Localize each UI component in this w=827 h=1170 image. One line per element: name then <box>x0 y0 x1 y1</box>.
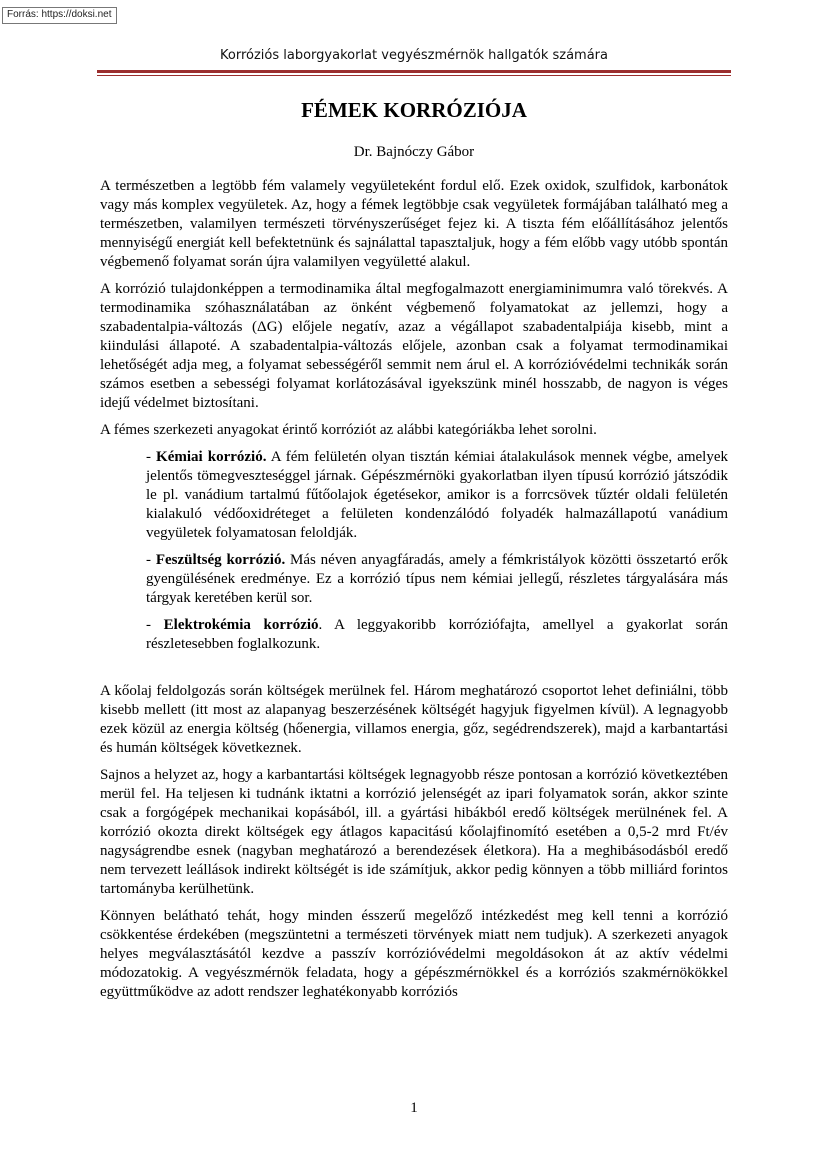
running-header: Korróziós laborgyakorlat vegyészmérnök hallgatók számára <box>220 48 608 63</box>
category-item-chemical <box>146 448 728 543</box>
paragraph: A természetben a legtöbb fém valamely vegyületeként fordul elő. Ezek oxidok, szulfidok, karbonátok vagy más komplex vegyületek. Az, hogy a fémek legtöbbje csak vegyületek formájában található meg a természetben, valamilyen természeti törvényszerűséget fejez ki. A tiszta fém előállításához jelentős mennyiségű energiát kell befektetnünk és sajnálattal tapasztaljuk, hogy a fém előbb vagy utóbb spontán végbemenő folyamat során újra valamilyen vegyületté alakul. <box>100 178 728 270</box>
category-prefix: - <box>146 552 156 568</box>
section-spacer <box>100 662 728 682</box>
document-body <box>100 177 728 1010</box>
paragraph: Sajnos a helyzet az, hogy a karbantartási költségek legnagyobb része pontosan a korrózió következtében merül fel. Ha teljesen ki tudnánk iktatni a korrózió jelenségét az ipari folyamatok során, akkor szinte csak a forgógépek mechanikai kopásából, ill. a gyártási hibákból eredő költségek merülnének fel. A korrózió okozta direkt költségek egy átlagos kapacitású kőolajfinomító esetében a 0,5-2 mrd Ft/év nagyságrendbe esnek (nagyban meghatározó a berendezések életkora). Ha a meghibásodásból eredő nem tervezett leállások indirekt költségét is ide számítjuk, akkor pedig könnyen a több milliárd forintos tartományba kerülhetünk. <box>100 767 728 897</box>
category-text: Más néven anyagfáradás, amely a fémkristályok közötti összetartó erők gyengülésének eredménye. Ez a korrózió típus nem kémiai jellegű, részletes tárgyalására más tárgyak keretében kerül sor. <box>146 552 728 606</box>
category-term: Kémiai korrózió. <box>156 449 267 465</box>
category-term: Feszültség korrózió. <box>155 552 286 568</box>
document-title: FÉMEK KORRÓZIÓJA <box>301 98 527 122</box>
category-prefix: - <box>146 449 157 465</box>
header-rule-thin <box>97 75 731 76</box>
category-text: A fém felületén olyan tisztán kémiai átalakulások mennek végbe, amelyek jelentős tömegveszteséggel járnak. Gépészmérnöki gyakorlatban ilyen típusú korrózió játszódik le pl. vanádium tartalmú fűtőolajok égetésekor, amikor is a forrcsövek tűztér oldali felületén kialakuló védőoxidréteget a felületen kondenzálódó folyadék halmazállapotú vanádium vegyületek folyamatosan feloldják. <box>146 449 729 541</box>
paragraph: A korrózió tulajdonképpen a termodinamika által megfogalmazott energiaminimumra való törekvés. A termodinamika szóhasználatában az önként végbemenő folyamatokat az jellemzi, hogy a szabadentalpia-változás (ΔG) előjele negatív, azaz a végállapot szabadentalpiája kisebb, mint a kiindulási állapoté. A szabadentalpia-változás előjele, azonban csak a folyamat termodinamikai lehetőségét adja meg, a folyamat sebességéről semmit nem árul el. A korrózióvédelmi technikák során számos esetben a sebességi folyamat korlátozásával igyekszünk minél hosszabb, de nagyon is véges idejű védelmet biztosítani. <box>100 281 728 411</box>
category-item-stress <box>146 551 728 608</box>
page-number: 1 <box>410 1100 418 1116</box>
paragraph: A kőolaj feldolgozás során költségek merülnek fel. Három meghatározó csoportot lehet definiálni, több kisebb mellett (itt most az alapanyag beszerzésének költségét hagyjuk figyelmen kívül). A legnagyobb ezek közül az energia költség (hőenergia, villamos energia, gőz, segédrendszerek), majd a karbantartási és humán költségek következnek. <box>100 683 728 756</box>
paragraph: Könnyen belátható tehát, hogy minden ésszerű megelőző intézkedést meg kell tenni a korrózió csökkentése érdekében (megszüntetni a természeti törvények miatt nem tudjuk). A szerkezeti anyagok helyes megválasztásától kezdve a passzív korrózióvédelmi megoldásokon át az aktív védelmi módozatokig. A vegyészmérnök feladata, hogy a gépészmérnökkel és a korróziós szakmérnökökkel együttműködve az adott rendszer leghatékonyabb korróziós <box>100 908 728 1000</box>
header-rule-thick <box>97 70 731 73</box>
paragraph: A fémes szerkezeti anyagokat érintő korróziót az alábbi kategóriákba lehet sorolni. <box>100 422 597 438</box>
category-item-electrochemical <box>146 616 728 654</box>
source-label: Forrás: https://doksi.net <box>2 7 117 24</box>
category-text: . A leggyakoribb korróziófajta, amellyel a gyakorlat során részletesebben foglalkozunk. <box>146 617 728 652</box>
category-term: Elektrokémia korrózió <box>163 617 319 633</box>
category-prefix: - <box>146 617 164 633</box>
author-name: Dr. Bajnóczy Gábor <box>353 144 475 160</box>
